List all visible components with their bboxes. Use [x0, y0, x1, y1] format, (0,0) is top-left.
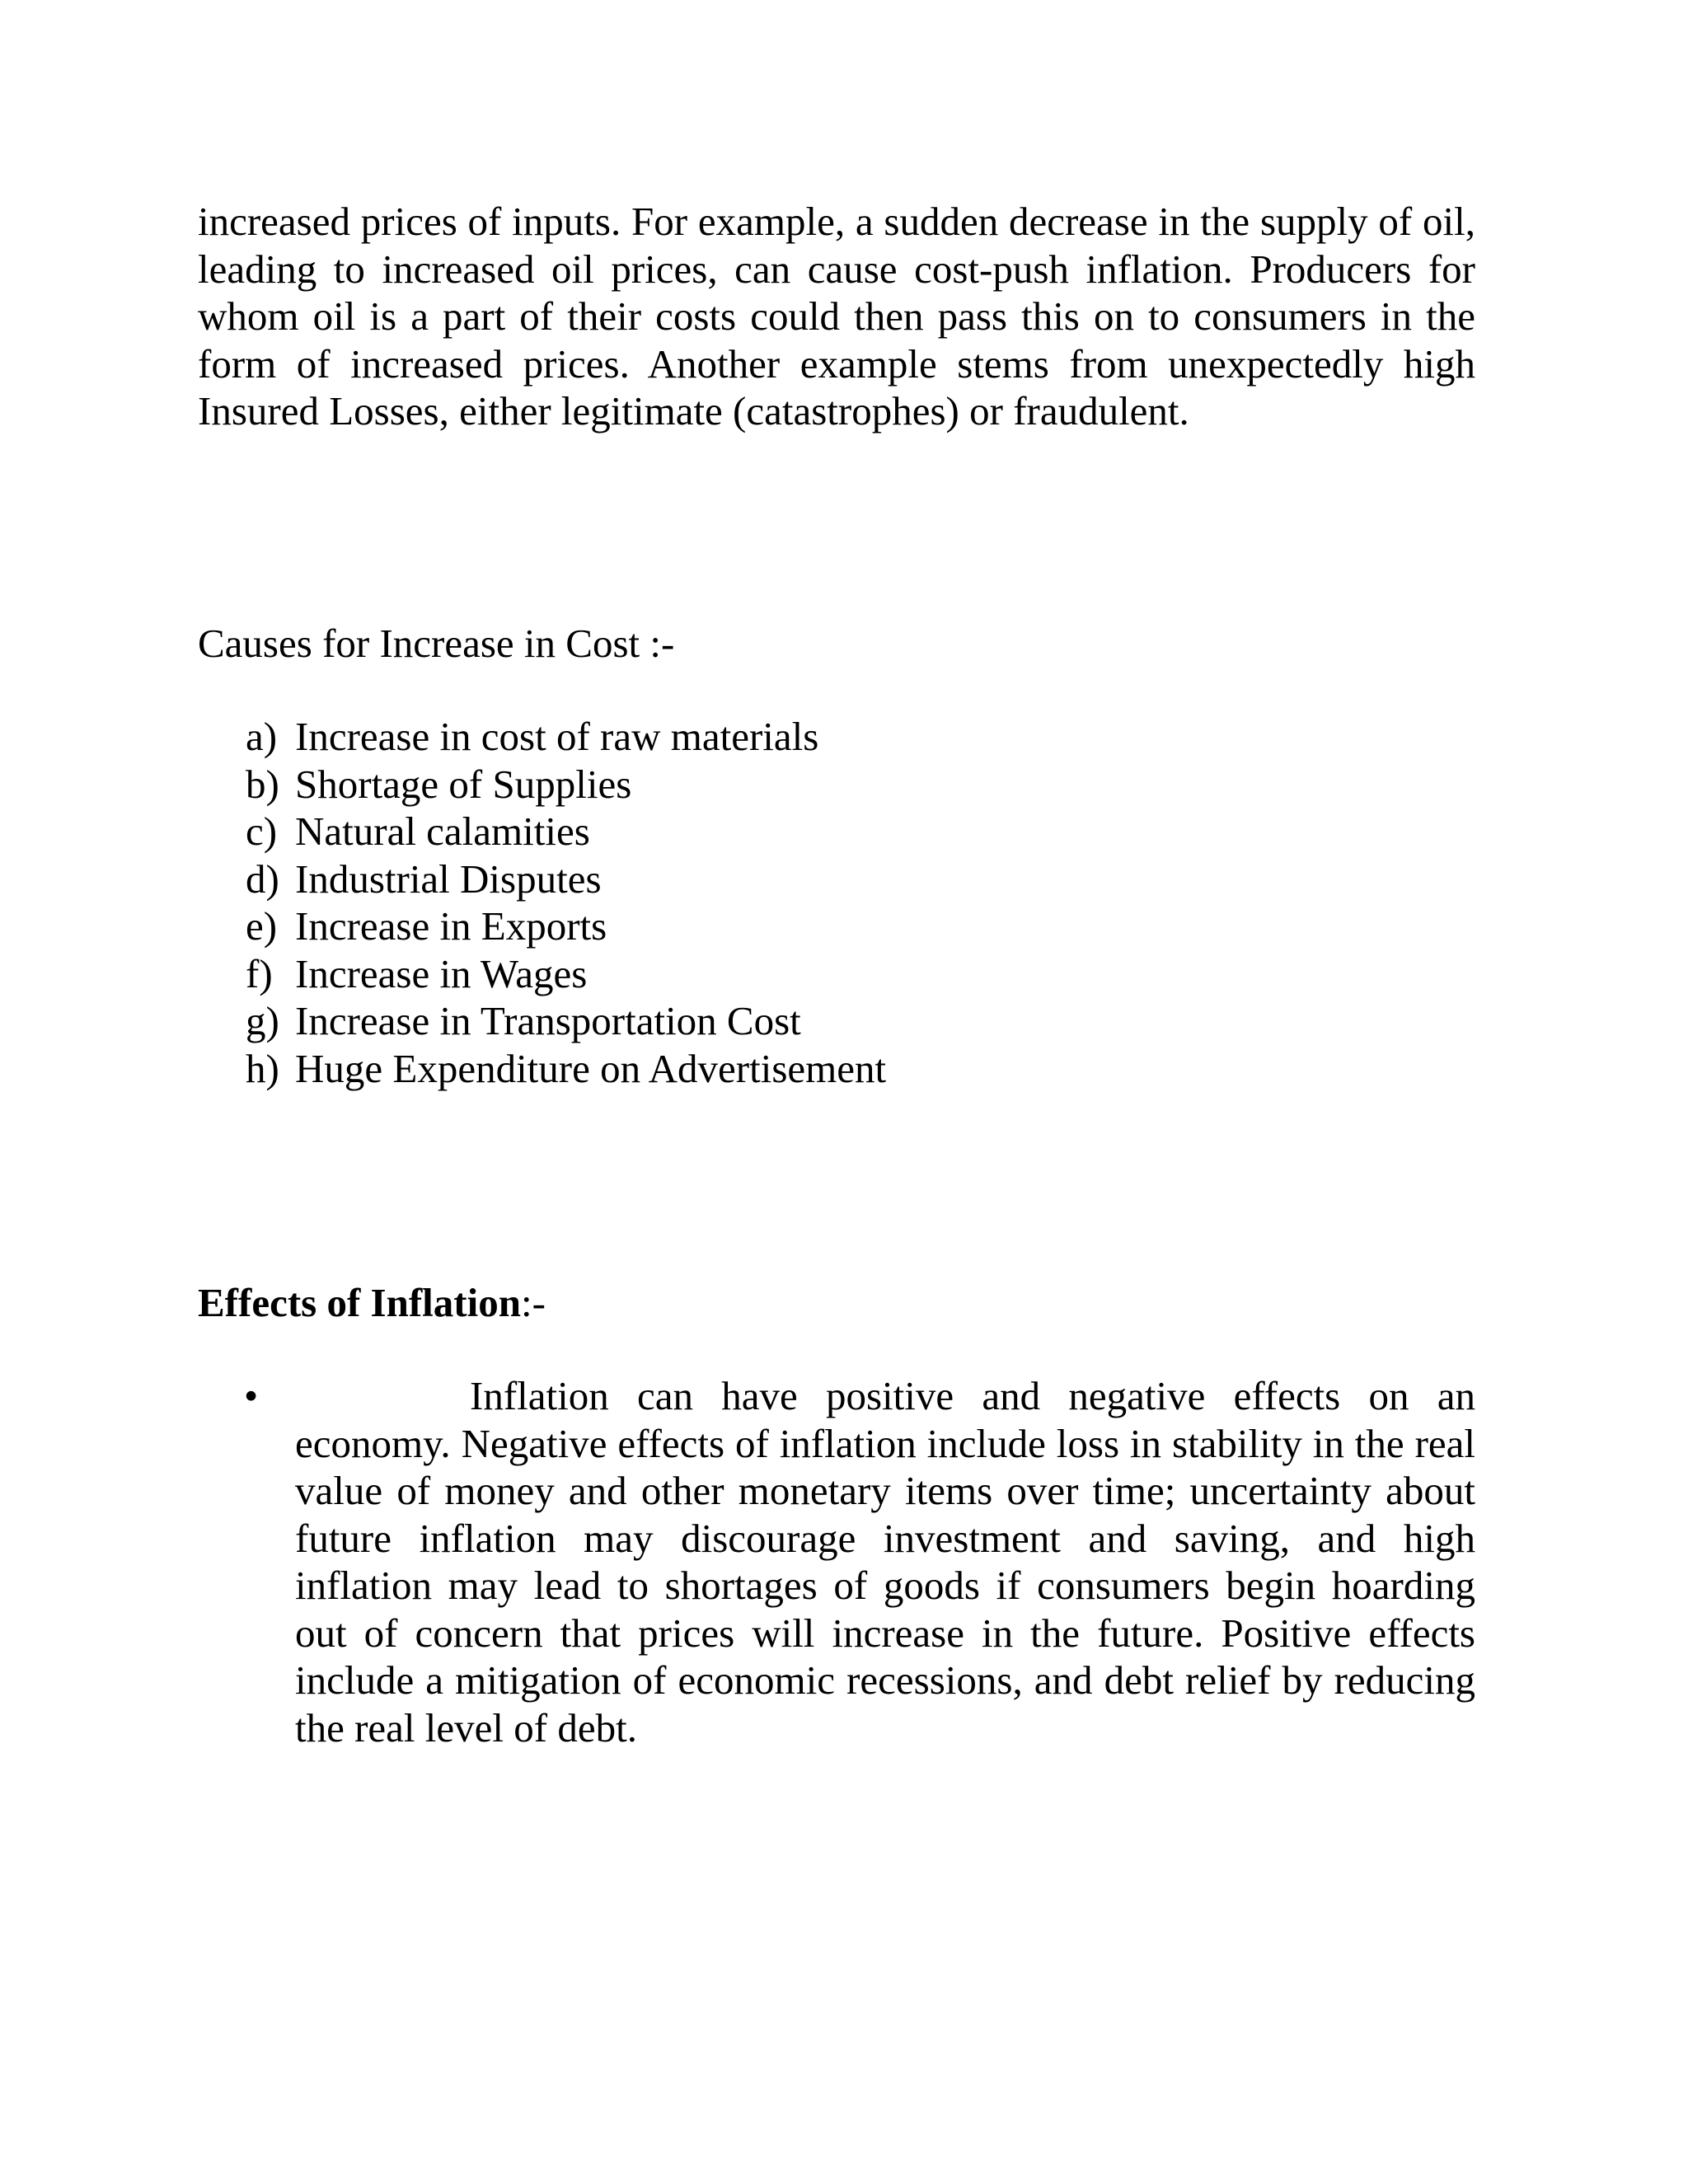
list-item	[246, 761, 886, 808]
list-item	[246, 1045, 886, 1093]
effects-heading	[198, 1279, 546, 1327]
list-item-text: Increase in Wages	[295, 950, 588, 996]
list-marker: f)	[246, 950, 273, 996]
effects-paragraph: Inflation can have positive and negative effects on an economy. Negative effects of inflation include loss in stability in the real value of money and other monetary items over time; uncertainty about future inflation may discourage investment and saving, and high inflation may lead to shortages of goods if consumers begin hoarding out of concern that prices will increase in the future. Positive effects include a mitigation of economic recessions, and debt relief by reducing the real level of debt.	[295, 1373, 1475, 1750]
causes-heading: Causes for Increase in Cost :-	[198, 621, 675, 666]
list-item-text: Industrial Disputes	[295, 855, 602, 902]
list-marker: h)	[246, 1045, 279, 1091]
list-item-text: Increase in Exports	[295, 903, 607, 949]
list-item	[246, 997, 886, 1045]
list-item	[246, 950, 886, 998]
list-marker: a)	[246, 714, 278, 759]
list-marker: g)	[246, 998, 279, 1043]
intro-paragraph: increased prices of inputs. For example, a sudden decrease in the supply of oil, leading to increased oil prices, can cause cost-push inflation. Producers for whom oil is a part of their costs could then pass this on to consumers in the form of increased prices. Another example stems from unexpectedly high Insured Losses, either legitimate (catastrophes) or fraudulent.	[198, 199, 1475, 434]
list-item-text: Increase in cost of raw materials	[295, 714, 819, 759]
list-item	[246, 855, 886, 903]
list-item	[246, 713, 886, 761]
list-marker: b)	[246, 761, 279, 807]
list-item-text: Increase in Transportation Cost	[295, 998, 801, 1043]
list-marker: e)	[246, 903, 278, 949]
effects-heading-bold: Effects of Inflation	[198, 1280, 521, 1325]
causes-list	[246, 713, 886, 1092]
list-item-text: Huge Expenditure on Advertisement	[295, 1045, 887, 1091]
list-item	[246, 902, 886, 950]
list-item-text: Shortage of Supplies	[295, 761, 632, 807]
list-item	[246, 808, 886, 855]
effects-heading-suffix: :-	[520, 1280, 546, 1325]
list-item-text: Natural calamities	[295, 808, 590, 854]
bullet-icon: •	[244, 1373, 259, 1418]
list-marker: c)	[246, 808, 278, 854]
list-marker: d)	[246, 855, 279, 902]
